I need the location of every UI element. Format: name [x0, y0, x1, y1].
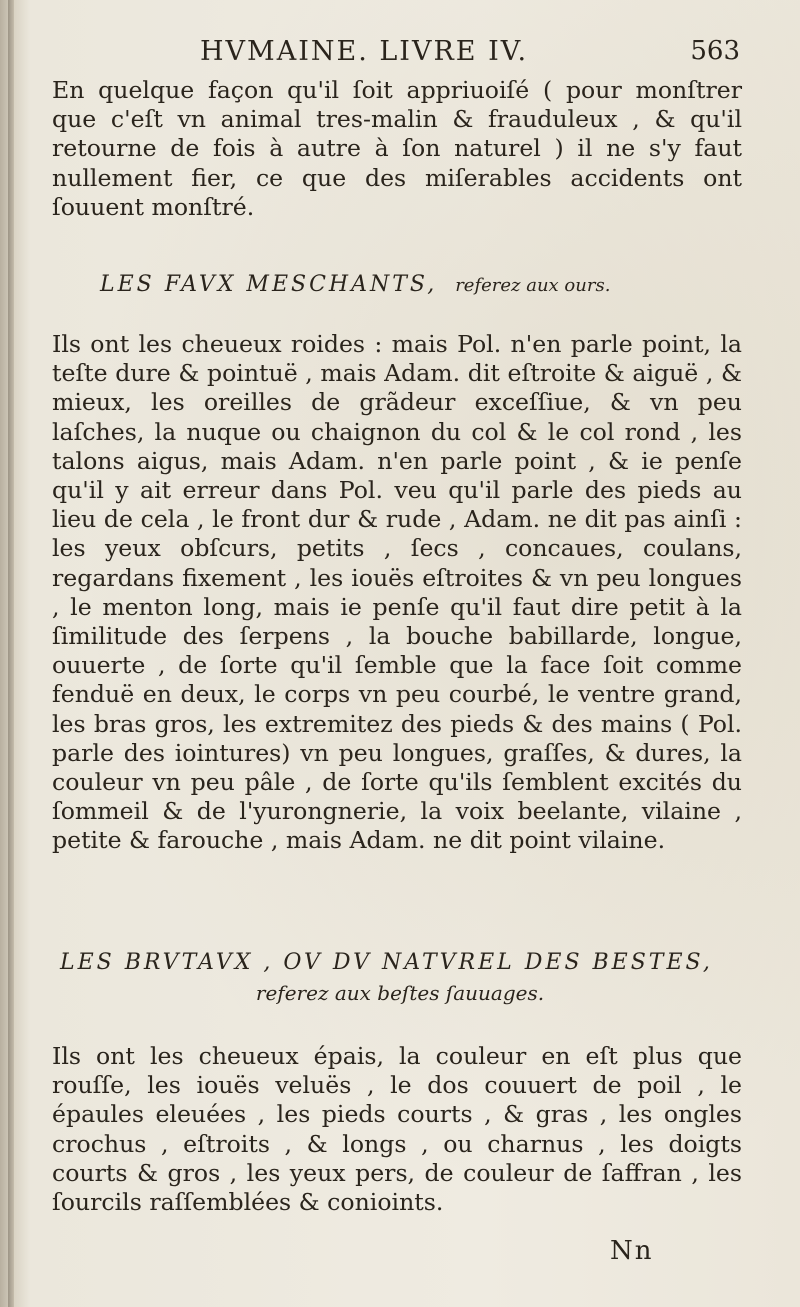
page-header — [150, 36, 750, 72]
section-heading-brutaux — [60, 950, 740, 1005]
running-head: HVMAINE. LIVRE IV. — [200, 36, 529, 67]
paragraph-text: Ils ont les cheueux épais, la couleur en eſt plus que rouſſe, les iouës veluës , le dos couuert de poil , le épaules eleuées , les pieds courts , & gras , les ongles crochus , eſtroits , & longs , ou charnus , les doigts courts & gros , les yeux pers, de couleur de ſaffran , les ſourcils raſſemblées & conioints. — [52, 1042, 742, 1217]
paragraph-text: En quelque façon qu'il ſoit appriuoiſé ( pour monſtrer que c'eſt vn animal tres-malin & frauduleux , & qu'il retourne de fois à autre à ſon naturel ) il ne s'y faut nullement fier, ce que des miſerables accidents ont ſouuent monſtré. — [52, 76, 742, 221]
section-reference: referez aux ours. — [455, 275, 611, 296]
paragraph-text: Ils ont les cheueux roides : mais Pol. n'en parle point, la teſte dure & pointuë , mais Adam. dit eſtroite & aiguë , & mieux, les oreilles de grãdeur exceſſiue, & vn peu laſches, la nuque ou chaignon du col & le col rond , les talons aigus, mais Adam. n'en parle point , & ie penſe qu'il y ait erreur dans Pol. veu qu'il parle des pieds au lieu de cela , le front dur & rude , Adam. ne dit pas ainſi : les yeux obſcurs, petits , ſecs , concaues, coulans, regardans fixement , les iouës eſtroites & vn peu longues , le menton long, mais ie penſe qu'il faut dire petit à la ſimilitude des ſerpens , la bouche babillarde, longue, ouuerte , de ſorte qu'il ſemble que la face ſoit comme fenduë en deux, le corps vn peu courbé, le ventre grand, les bras gros, les extremitez des pieds & des mains ( Pol. parle des iointures) vn peu longues, graſſes, & dures, la couleur vn peu pâle , de ſorte qu'ils ſemblent excités du ſommeil & de l'yurongnerie, la voix beelante, vilaine , petite & farouche , mais Adam. ne dit point vilaine. — [52, 330, 742, 855]
page-number: 563 — [690, 36, 740, 66]
paragraph-faux-meschants — [52, 330, 742, 856]
section-title: LES FAVX MESCHANTS, — [100, 272, 438, 297]
paragraph-intro — [52, 76, 742, 222]
book-spine-shadow — [8, 0, 14, 1307]
section-reference: referez aux beſtes ſauuages. — [255, 981, 545, 1005]
signature-mark: Nn — [610, 1236, 654, 1266]
paragraph-brutaux — [52, 1042, 742, 1217]
section-heading-faux-meschants — [100, 272, 780, 297]
section-title: LES BRVTAVX , OV DV NATVREL DES BESTES, — [60, 950, 713, 975]
